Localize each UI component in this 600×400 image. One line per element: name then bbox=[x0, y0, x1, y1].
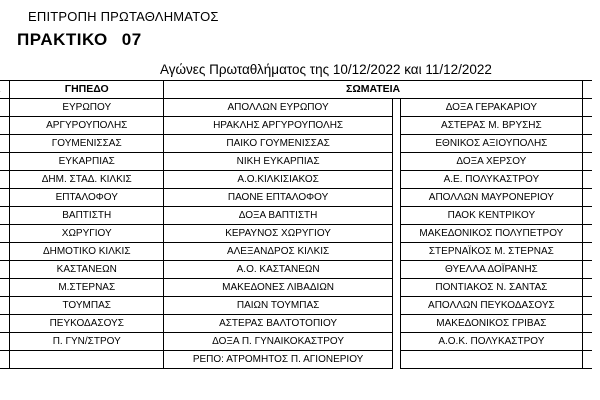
table-row bbox=[0, 153, 592, 171]
gap-cell bbox=[393, 117, 401, 135]
away-club-cell: Α.Ο.Κ. ΠΟΛΥΚΑΣΤΡΟΥ bbox=[400, 333, 582, 351]
gap-cell bbox=[393, 315, 401, 333]
venue-cell: ΧΩΡΥΓΙΟΥ bbox=[10, 225, 164, 243]
table-row bbox=[0, 135, 592, 153]
venue-cell: ΚΑΣΤΑΝΕΩΝ bbox=[10, 261, 164, 279]
away-club-cell bbox=[400, 351, 582, 369]
gap-cell bbox=[393, 99, 401, 117]
edge-cell bbox=[583, 225, 592, 243]
venue-cell: ΕΥΚΑΡΠΙΑΣ bbox=[10, 153, 164, 171]
home-club-cell: ΜΑΚΕΔΟΝΕΣ ΛΙΒΑΔΙΩΝ bbox=[164, 279, 393, 297]
venue-cell bbox=[10, 351, 164, 369]
table-row bbox=[0, 315, 592, 333]
match-number bbox=[0, 333, 10, 351]
gap-cell bbox=[393, 333, 401, 351]
edge-cell bbox=[583, 171, 592, 189]
away-club-cell: ΘΥΕΛΛΑ ΔΟΪΡΑΝΗΣ bbox=[400, 261, 582, 279]
fixtures-table bbox=[0, 80, 592, 369]
venue-cell: ΕΠΤΑΛΟΦΟΥ bbox=[10, 189, 164, 207]
match-number bbox=[0, 99, 10, 117]
table-row bbox=[0, 171, 592, 189]
table-row bbox=[0, 261, 592, 279]
edge-cell bbox=[583, 351, 592, 369]
clubs-header: ΣΩΜΑΤΕΙΑ bbox=[164, 81, 583, 99]
venue-cell: ΤΟΥΜΠΑΣ bbox=[10, 297, 164, 315]
away-club-cell: Α.Ε. ΠΟΛΥΚΑΣΤΡΟΥ bbox=[400, 171, 582, 189]
away-club-cell: ΜΑΚΕΔΟΝΙΚΟΣ ΓΡΙΒΑΣ bbox=[400, 315, 582, 333]
bye-team-cell: ΡΕΠΟ: ΑΤΡΟΜΗΤΟΣ Π. ΑΓΙΟΝΕΡΙΟΥ bbox=[164, 351, 393, 369]
gap-cell bbox=[393, 261, 401, 279]
gap-cell bbox=[393, 297, 401, 315]
venue-cell: ΕΥΡΩΠΟΥ bbox=[10, 99, 164, 117]
home-club-cell: ΝΙΚΗ ΕΥΚΑΡΠΙΑΣ bbox=[164, 153, 393, 171]
edge-cell bbox=[583, 189, 592, 207]
edge-cell bbox=[583, 207, 592, 225]
gap-cell bbox=[393, 207, 401, 225]
match-number bbox=[0, 153, 10, 171]
home-club-cell: ΠΑΟΝΕ ΕΠΤΑΛΟΦΟΥ bbox=[164, 189, 393, 207]
table-row bbox=[0, 243, 592, 261]
venue-cell: ΠΕΥΚΟΔΑΣΟΥΣ bbox=[10, 315, 164, 333]
gap-cell bbox=[393, 171, 401, 189]
fixtures-body bbox=[0, 81, 592, 369]
edge-cell bbox=[583, 315, 592, 333]
bye-row bbox=[0, 351, 592, 369]
home-club-cell: Α.Ο.ΚΙΛΚΙΣΙΑΚΟΣ bbox=[164, 171, 393, 189]
away-club-cell: ΠΑΟΚ ΚΕΝΤΡΙΚΟΥ bbox=[400, 207, 582, 225]
venue-cell: Π. ΓΥΝ/ΣΤΡΟΥ bbox=[10, 333, 164, 351]
home-club-cell: ΑΠΟΛΛΩΝ ΕΥΡΩΠΟΥ bbox=[164, 99, 393, 117]
gap-cell bbox=[393, 351, 401, 369]
venue-cell: ΔΗΜ. ΣΤΑΔ. ΚΙΛΚΙΣ bbox=[10, 171, 164, 189]
home-club-cell: ΚΕΡΑΥΝΟΣ ΧΩΡΥΓΙΟΥ bbox=[164, 225, 393, 243]
document-number: 07 bbox=[121, 30, 142, 49]
table-row bbox=[0, 279, 592, 297]
table-row bbox=[0, 207, 592, 225]
table-row bbox=[0, 333, 592, 351]
home-club-cell: ΑΛΕΞΑΝΔΡΟΣ ΚΙΛΚΙΣ bbox=[164, 243, 393, 261]
away-club-cell: ΕΘΝΙΚΟΣ ΑΞΙΟΥΠΟΛΗΣ bbox=[400, 135, 582, 153]
edge-cell bbox=[583, 333, 592, 351]
table-row bbox=[0, 297, 592, 315]
home-club-cell: ΗΡΑΚΛΗΣ ΑΡΓΥΡΟΥΠΟΛΗΣ bbox=[164, 117, 393, 135]
match-number bbox=[0, 225, 10, 243]
away-club-cell: ΑΠΟΛΛΩΝ ΠΕΥΚΟΔΑΣΟΥΣ bbox=[400, 297, 582, 315]
home-club-cell: ΔΟΞΑ ΒΑΠΤΙΣΤΗ bbox=[164, 207, 393, 225]
document-title bbox=[17, 30, 142, 50]
committee-heading: ΕΠΙΤΡΟΠΗ ΠΡΩΤΑΘΛΗΜΑΤΟΣ bbox=[28, 9, 219, 24]
match-number bbox=[0, 351, 10, 369]
match-dates-subtitle: Αγώνες Πρωταθλήματος της 10/12/2022 και 11/12/2022 bbox=[160, 62, 492, 77]
match-number bbox=[0, 135, 10, 153]
match-number-header bbox=[0, 81, 10, 99]
away-club-cell: ΣΤΕΡΝΑΪΚΟΣ Μ. ΣΤΕΡΝΑΣ bbox=[400, 243, 582, 261]
edge-cell bbox=[583, 117, 592, 135]
match-number bbox=[0, 261, 10, 279]
venue-cell: ΓΟΥΜΕΝΙΣΣΑΣ bbox=[10, 135, 164, 153]
match-number bbox=[0, 315, 10, 333]
edge-cell bbox=[583, 243, 592, 261]
table-row bbox=[0, 117, 592, 135]
edge-cell bbox=[583, 279, 592, 297]
gap-cell bbox=[393, 279, 401, 297]
match-number bbox=[0, 117, 10, 135]
edge-cell bbox=[583, 261, 592, 279]
match-number bbox=[0, 171, 10, 189]
home-club-cell: ΑΣΤΕΡΑΣ ΒΑΛΤΟΤΟΠΙΟΥ bbox=[164, 315, 393, 333]
table-header-row bbox=[0, 81, 592, 99]
edge-cell bbox=[583, 135, 592, 153]
away-club-cell: ΑΠΟΛΛΩΝ ΜΑΥΡΟΝΕΡΙΟΥ bbox=[400, 189, 582, 207]
away-club-cell: ΜΑΚΕΔΟΝΙΚΟΣ ΠΟΛΥΠΕΤΡΟΥ bbox=[400, 225, 582, 243]
away-club-cell: ΔΟΞΑ ΧΕΡΣΟΥ bbox=[400, 153, 582, 171]
edge-cell bbox=[583, 99, 592, 117]
away-club-cell: ΑΣΤΕΡΑΣ Μ. ΒΡΥΣΗΣ bbox=[400, 117, 582, 135]
table-row bbox=[0, 189, 592, 207]
edge-cell bbox=[583, 153, 592, 171]
gap-cell bbox=[393, 243, 401, 261]
match-number bbox=[0, 243, 10, 261]
table-row bbox=[0, 225, 592, 243]
home-club-cell: Α.Ο. ΚΑΣΤΑΝΕΩΝ bbox=[164, 261, 393, 279]
away-club-cell: ΠΟΝΤΙΑΚΟΣ Ν. ΣΑΝΤΑΣ bbox=[400, 279, 582, 297]
venue-cell: ΔΗΜΟΤΙΚΟ ΚΙΛΚΙΣ bbox=[10, 243, 164, 261]
venue-cell: ΑΡΓΥΡΟΥΠΟΛΗΣ bbox=[10, 117, 164, 135]
table-row bbox=[0, 99, 592, 117]
venue-cell: ΒΑΠΤΙΣΤΗ bbox=[10, 207, 164, 225]
edge-cell bbox=[583, 81, 592, 99]
match-number bbox=[0, 207, 10, 225]
document-title-label: ΠΡΑΚΤΙΚΟ bbox=[17, 30, 108, 49]
gap-cell bbox=[393, 153, 401, 171]
home-club-cell: ΔΟΞΑ Π. ΓΥΝΑΙΚΟΚΑΣΤΡΟΥ bbox=[164, 333, 393, 351]
away-club-cell: ΔΟΞΑ ΓΕΡΑΚΑΡΙΟΥ bbox=[400, 99, 582, 117]
home-club-cell: ΠΑΙΚΟ ΓΟΥΜΕΝΙΣΣΑΣ bbox=[164, 135, 393, 153]
home-club-cell: ΠΑΙΩΝ ΤΟΥΜΠΑΣ bbox=[164, 297, 393, 315]
match-number bbox=[0, 189, 10, 207]
gap-cell bbox=[393, 135, 401, 153]
edge-cell bbox=[583, 297, 592, 315]
match-number bbox=[0, 297, 10, 315]
gap-cell bbox=[393, 225, 401, 243]
gap-cell bbox=[393, 189, 401, 207]
match-number bbox=[0, 279, 10, 297]
venue-header: ΓΗΠΕΔΟ bbox=[10, 81, 164, 99]
venue-cell: Μ.ΣΤΕΡΝΑΣ bbox=[10, 279, 164, 297]
